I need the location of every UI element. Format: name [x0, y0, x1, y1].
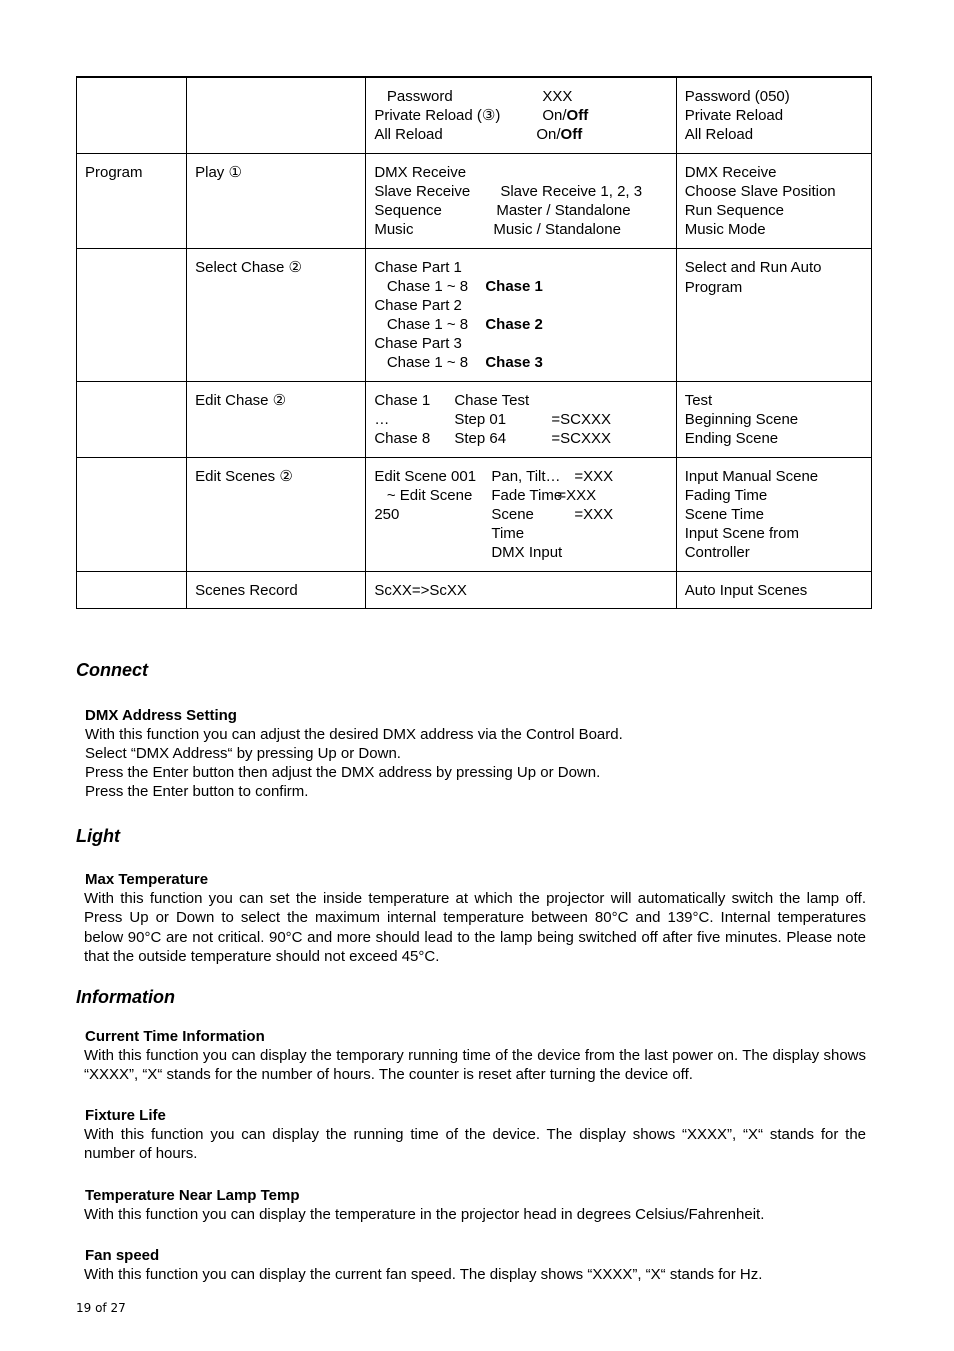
setting-cell: [366, 248, 676, 381]
setting-text: Password: [374, 88, 453, 105]
setting-text: Time: [491, 524, 525, 542]
setting-text: DMX Input: [491, 543, 563, 561]
setting-text: Chase 1: [374, 391, 431, 409]
function-cell: Play ①: [187, 153, 366, 248]
menu-cell: [77, 77, 187, 153]
function-cell: Scenes Record: [187, 571, 366, 608]
description-text: Run Sequence: [684, 201, 784, 219]
setting-text: [374, 543, 491, 562]
description-cell: [676, 77, 871, 153]
setting-cell: [366, 77, 676, 153]
description-text: Ending Scene: [684, 429, 779, 447]
setting-value: [572, 87, 612, 106]
menu-table: [76, 76, 872, 609]
description-cell: [676, 153, 871, 248]
setting-value: [551, 391, 651, 410]
function-cell: [187, 77, 366, 153]
setting-value: Master / Standalone: [496, 201, 631, 219]
description-text: Scene Time: [684, 505, 764, 523]
menu-cell: [77, 381, 187, 457]
setting-value: Music / Standalone: [493, 220, 621, 238]
setting-value: Chase 2: [485, 315, 543, 333]
description-text: Test: [684, 391, 713, 409]
table-row: [77, 571, 872, 608]
description-cell: [676, 457, 871, 571]
setting-value: Chase 3: [485, 353, 543, 371]
setting-text: Pan, Tilt…: [491, 467, 561, 485]
setting-value: [536, 125, 612, 144]
menu-cell: [77, 571, 187, 608]
setting-value: [574, 524, 634, 543]
setting-value: [542, 106, 612, 125]
setting-text: Music: [374, 220, 414, 238]
description-text: Select and Run Auto: [684, 258, 822, 276]
setting-value: [485, 334, 655, 353]
description-text: Input Manual Scene: [684, 467, 819, 485]
menu-cell: Program: [77, 153, 187, 248]
text-line: With this function you can adjust the desired DMX address via the Control Board.: [85, 726, 623, 743]
description-text: Password (050): [684, 88, 790, 105]
setting-text: Step 01: [454, 410, 507, 428]
setting-text: Chase Part 3: [374, 334, 462, 352]
page-number: 19 of 27: [76, 1301, 126, 1315]
setting-value: XXX: [542, 88, 573, 105]
setting-text: ScXX=>ScXX: [374, 581, 467, 599]
table-row: [77, 77, 872, 153]
paragraph-fan-speed: With this function you can display the current fan speed. The display shows “XXXX”, “X“ stands for Hz.: [84, 1266, 763, 1283]
setting-value: =SCXXX: [551, 429, 611, 447]
setting-text: Fade Time: [491, 486, 563, 504]
setting-text: [374, 524, 491, 543]
setting-value: [485, 258, 655, 277]
setting-value: [493, 163, 663, 182]
description-text: Music Mode: [684, 220, 766, 238]
setting-text: Chase 1 ~ 8: [374, 277, 469, 295]
setting-text: All Reload: [374, 126, 443, 143]
subheading-max-temperature: Max Temperature: [85, 871, 209, 888]
setting-cell: [366, 457, 676, 571]
setting-text: Chase Part 2: [374, 296, 462, 314]
option-text: On/: [536, 126, 561, 143]
paragraph-dmx-address: [85, 725, 867, 801]
paragraph-fixture-life: With this function you can display the running time of the device. The display shows “XXXX”, “X“ stands for the number of hours.: [84, 1126, 866, 1163]
setting-text: Scene: [491, 505, 534, 523]
setting-cell: [366, 381, 676, 457]
setting-text: Chase 8: [374, 429, 431, 447]
option-default: Off: [566, 107, 589, 124]
setting-text: Chase 1 ~ 8: [374, 315, 469, 333]
setting-text: DMX Receive: [374, 163, 467, 181]
setting-text: Chase Test: [454, 391, 530, 409]
function-cell: Edit Scenes ②: [187, 457, 366, 571]
text-line: Press the Enter button then adjust the DMX address by pressing Up or Down.: [85, 764, 601, 781]
setting-text: ~ Edit Scene: [374, 486, 473, 504]
description-text: Beginning Scene: [684, 410, 799, 428]
subheading-fixture-life: Fixture Life: [85, 1107, 166, 1124]
setting-text: Private Reload (③): [374, 107, 501, 124]
setting-cell: [366, 571, 676, 608]
setting-value: [485, 296, 655, 315]
setting-text: Chase Part 1: [374, 258, 462, 276]
description-text: All Reload: [684, 126, 754, 143]
setting-text: 250: [374, 505, 400, 523]
paragraph-current-time: With this function you can display the temporary running time of the device from the last power on. The display shows “XXXX”, “X“ stands for the number of hours. The counter is reset after turning the device off.: [84, 1047, 866, 1084]
table-row: [77, 457, 872, 571]
text-line: Select “DMX Address“ by pressing Up or Down.: [85, 745, 401, 762]
section-heading-information: Information: [76, 987, 175, 1007]
table-row: [77, 248, 872, 381]
setting-cell: [366, 153, 676, 248]
function-cell: Select Chase ②: [187, 248, 366, 381]
setting-value: Chase 1: [485, 277, 543, 295]
setting-value: =SCXXX: [551, 410, 611, 428]
description-text: Program: [684, 278, 743, 296]
setting-value: =XXX: [574, 467, 614, 485]
setting-text: Chase 1 ~ 8: [374, 353, 469, 371]
setting-value: =XXX: [574, 505, 614, 523]
description-cell: [676, 381, 871, 457]
setting-text: …: [374, 410, 390, 428]
menu-cell: [77, 457, 187, 571]
text-line: Press the Enter button to confirm.: [85, 783, 309, 800]
paragraph-lamp-temp: With this function you can display the temperature in the projector head in degrees Celsius/Fahrenheit.: [84, 1206, 765, 1223]
option-text: On/: [542, 107, 567, 124]
subheading-fan-speed: Fan speed: [85, 1247, 160, 1264]
table-row: [77, 153, 872, 248]
description-cell: [676, 248, 871, 381]
setting-value: Slave Receive 1, 2, 3: [500, 182, 643, 200]
option-default: Off: [560, 126, 583, 143]
table-row: [77, 381, 872, 457]
setting-text: Slave Receive: [374, 182, 471, 200]
section-heading-connect: Connect: [76, 660, 148, 680]
description-text: DMX Receive: [684, 163, 777, 181]
subheading-lamp-temp: Temperature Near Lamp Temp: [85, 1187, 300, 1204]
setting-value: =XXX: [557, 486, 597, 504]
description-text: Choose Slave Position: [684, 182, 836, 200]
description-text: Private Reload: [684, 107, 784, 124]
setting-text: Sequence: [374, 201, 442, 219]
paragraph-max-temperature: With this function you can set the inside temperature at which the projector will automatically switch the lamp off. Press Up or Down to select the maximum internal temperature between 80°C and 139°C. Internal temperatures below 90°C are not critical. 90°C and more should lead to the lamp being switched off after five minutes. Please note that the outside temperature should not exceed 45°C.: [84, 890, 866, 965]
subheading-dmx-address: DMX Address Setting: [85, 707, 237, 724]
setting-text: Step 64: [454, 429, 507, 447]
subheading-current-time: Current Time Information: [85, 1028, 265, 1045]
description-text: Input Scene from: [684, 524, 799, 542]
menu-cell: [77, 248, 187, 381]
description-text: Auto Input Scenes: [684, 581, 808, 599]
setting-value: [574, 543, 634, 562]
description-text: Controller: [684, 543, 750, 561]
function-cell: Edit Chase ②: [187, 381, 366, 457]
setting-text: Edit Scene 001: [374, 467, 477, 485]
section-heading-light: Light: [76, 826, 120, 846]
description-text: Fading Time: [684, 486, 768, 504]
description-cell: [676, 571, 871, 608]
